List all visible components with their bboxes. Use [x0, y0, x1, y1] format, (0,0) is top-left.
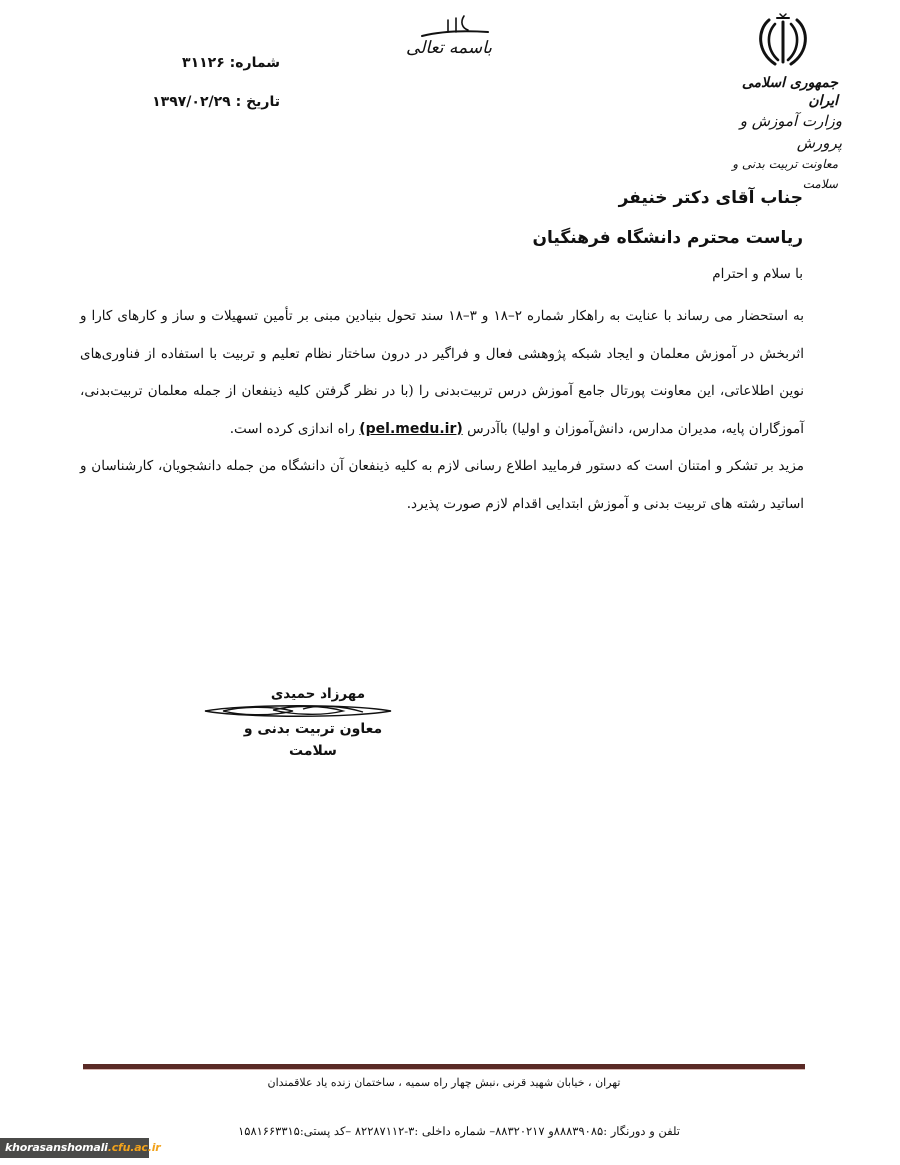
signature-block [200, 684, 396, 762]
addressee-title: ریاست محترم دانشگاه فرهنگیان [532, 228, 803, 248]
addressee-name: جناب آقای دکتر خنیفر [618, 188, 803, 208]
letter-number-label: شماره: [229, 55, 280, 71]
letter-number-value: ۳۱۱۲۶ [182, 55, 225, 71]
letter-date-label: تاریخ : [235, 94, 280, 110]
body-paragraph-2: مزید بر تشکر و امتنان است که دستور فرمایید اطلاع رسانی لازم به کلیه ذینفعان آن دانشگاه من جمله دانشجویان، کارشناسان و اساتید رشته های تربیت بدنی و آموزش ابتدایی اقدام لازم صورت پذیرد. [80, 458, 804, 512]
signatory-name: مهرزاد حمیدی [270, 686, 366, 702]
invocation-calligraphy [406, 12, 494, 72]
paragraph-1-end: راه اندازی کرده است. [229, 420, 355, 437]
letter-body [80, 298, 804, 523]
watermark-domain: .cfu.ac.ir [107, 1141, 161, 1154]
invocation-text: باسمه تعالی [406, 38, 492, 58]
org-department: معاونت تربیت بدنی و سلامت [732, 157, 838, 191]
org-country: جمهوری اسلامی ایران [741, 75, 838, 109]
org-ministry: وزارت آموزش و پرورش [739, 112, 842, 152]
body-paragraph-1 [80, 298, 804, 448]
footer-address: تهران ، خیابان شهید قرنی ،نبش چهار راه سمیه ، ساختمان زنده یاد علاقمندان [267, 1076, 621, 1089]
portal-link[interactable]: (pel.medu.ir) [359, 420, 463, 437]
letter-date-value: ۱۳۹۷/۰۲/۲۹ [152, 94, 231, 110]
letter-number [120, 55, 280, 71]
letter-date [120, 94, 280, 110]
paragraph-1-text: به استحضار می رساند با عنایت به راهکار شماره ۲–۱۸ و ۳–۱۸ سند تحول بنیادین مبنی بر تأمین تسهیلات و ساز و کارهای کارا و اثربخش در آموزش معلمان و ایجاد شبکه پژوهشی فعال و فراگیر در درون ساختار نظام تعلیم و تربیت با استفاده از فناوری‌های نوین اطلاعاتی، این معاونت پورتال جامع آموزش درس تربیت‌بدنی را (با در نظر گرفتن کلیه ذینفعان از جمله معلمان تربیت‌بدنی، آموزگاران پایه، مدیران مدارس، دانش‌آموزان و اولیا) باآدرس [80, 308, 804, 437]
watermark-prefix: khorasanshomali [5, 1141, 108, 1154]
signatory-title: معاون تربیت بدنی و سلامت [243, 721, 383, 759]
site-watermark [0, 1138, 161, 1158]
greeting: با سلام و احترام [712, 266, 803, 282]
footer-contact: تلفن و دورنگار :۸۸۸۳۹۰۸۵و ۸۸۳۲۰۲۱۷– شماره داخلی :۳-۸۲۲۸۷۱۱۲ –کد پستی:۱۵۸۱۶۶۳۳۱۵ [238, 1124, 680, 1138]
ministry-letterhead [718, 12, 848, 194]
footer-divider [83, 1064, 805, 1070]
iran-emblem-icon [753, 12, 813, 70]
